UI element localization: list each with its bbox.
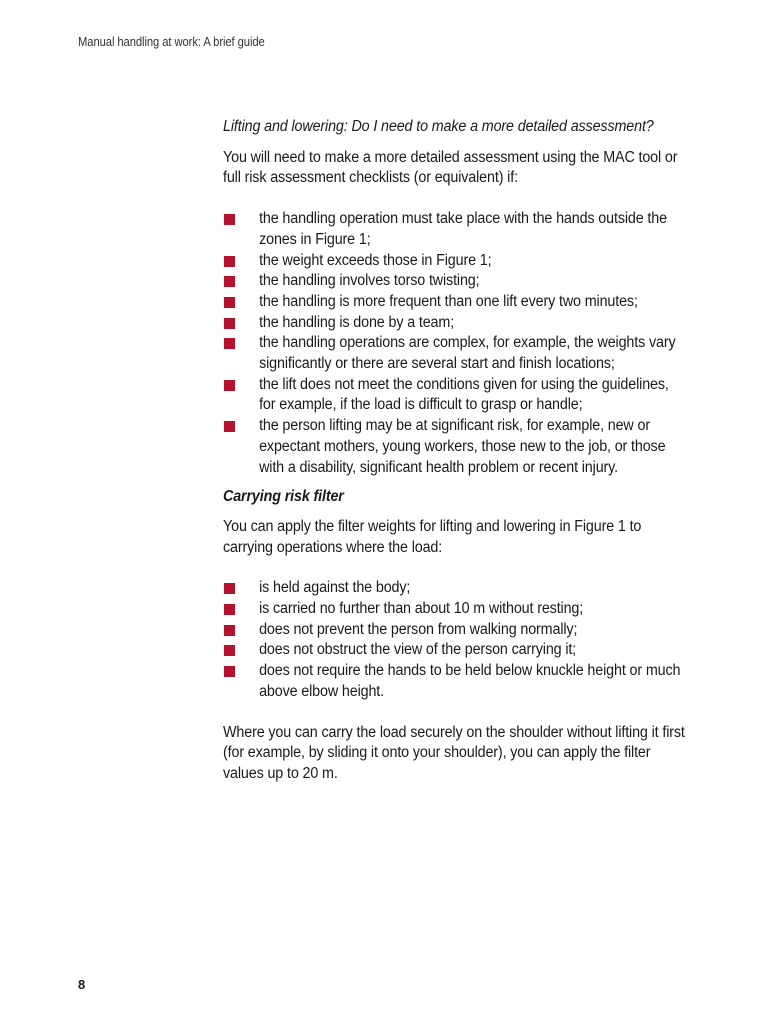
list-item	[223, 599, 686, 620]
square-bullet-icon	[224, 256, 235, 267]
list-item-text: the weight exceeds those in Figure 1;	[259, 251, 492, 269]
list-item	[223, 661, 686, 702]
list-item-text: the handling involves torso twisting;	[259, 272, 480, 290]
closing-paragraph: Where you can carry the load securely on the shoulder without lifting it first (for example, by sliding it onto your shoulder), you can apply the filter values up to 20 m.	[223, 723, 685, 782]
list-item-text: the handling is more frequent than one lift every two minutes;	[259, 292, 638, 310]
list-item	[223, 375, 686, 416]
list-item	[223, 292, 686, 313]
square-bullet-icon	[224, 645, 235, 656]
square-bullet-icon	[224, 214, 235, 225]
section-intro-lifting: You will need to make a more detailed assessment using the MAC tool or full risk assessment checklists (or equivalent) if:	[223, 148, 678, 187]
list-item	[223, 209, 686, 250]
square-bullet-icon	[224, 276, 235, 287]
main-content	[223, 117, 686, 785]
list-item	[223, 620, 686, 641]
bullet-list-carrying	[223, 578, 686, 702]
list-item-text: the handling is done by a team;	[259, 313, 455, 331]
square-bullet-icon	[224, 604, 235, 615]
list-item-text: the person lifting may be at significant risk, for example, new or expectant mothers, young workers, those new to the job, or those with a disability, significant health problem or recent injury.	[259, 417, 666, 476]
list-item-text: the lift does not meet the conditions given for using the guidelines, for example, if the load is difficult to grasp or handle;	[259, 375, 669, 414]
list-item-text: is carried no further than about 10 m without resting;	[259, 600, 584, 618]
list-item	[223, 271, 686, 292]
square-bullet-icon	[224, 380, 235, 391]
square-bullet-icon	[224, 583, 235, 594]
section-intro-carrying: You can apply the filter weights for lifting and lowering in Figure 1 to carrying operations where the load:	[223, 517, 642, 556]
square-bullet-icon	[224, 318, 235, 329]
list-item-text: does not prevent the person from walking normally;	[259, 620, 578, 638]
list-item-text: is held against the body;	[259, 579, 411, 597]
list-item	[223, 416, 686, 478]
section-heading-lifting: Lifting and lowering: Do I need to make a more detailed assessment?	[223, 118, 654, 135]
square-bullet-icon	[224, 666, 235, 677]
bullet-list-lifting	[223, 209, 686, 478]
square-bullet-icon	[224, 421, 235, 432]
list-item-text: does not obstruct the view of the person carrying it;	[259, 641, 577, 659]
section-heading-carrying: Carrying risk filter	[223, 488, 344, 506]
list-item	[223, 640, 686, 661]
page-number: 8	[78, 977, 86, 992]
list-item-text: does not require the hands to be held below knuckle height or much above elbow height.	[259, 662, 681, 700]
running-header: Manual handling at work: A brief guide	[78, 35, 265, 49]
list-item	[223, 333, 686, 374]
square-bullet-icon	[224, 338, 235, 349]
list-item-text: the handling operation must take place with the hands outside the zones in Figure 1;	[259, 210, 667, 248]
list-item-text: the handling operations are complex, for example, the weights vary significantly or there are several start and finish locations;	[259, 334, 676, 373]
square-bullet-icon	[224, 625, 235, 636]
list-item	[223, 578, 686, 599]
list-item	[223, 251, 686, 272]
list-item	[223, 313, 686, 334]
square-bullet-icon	[224, 297, 235, 308]
